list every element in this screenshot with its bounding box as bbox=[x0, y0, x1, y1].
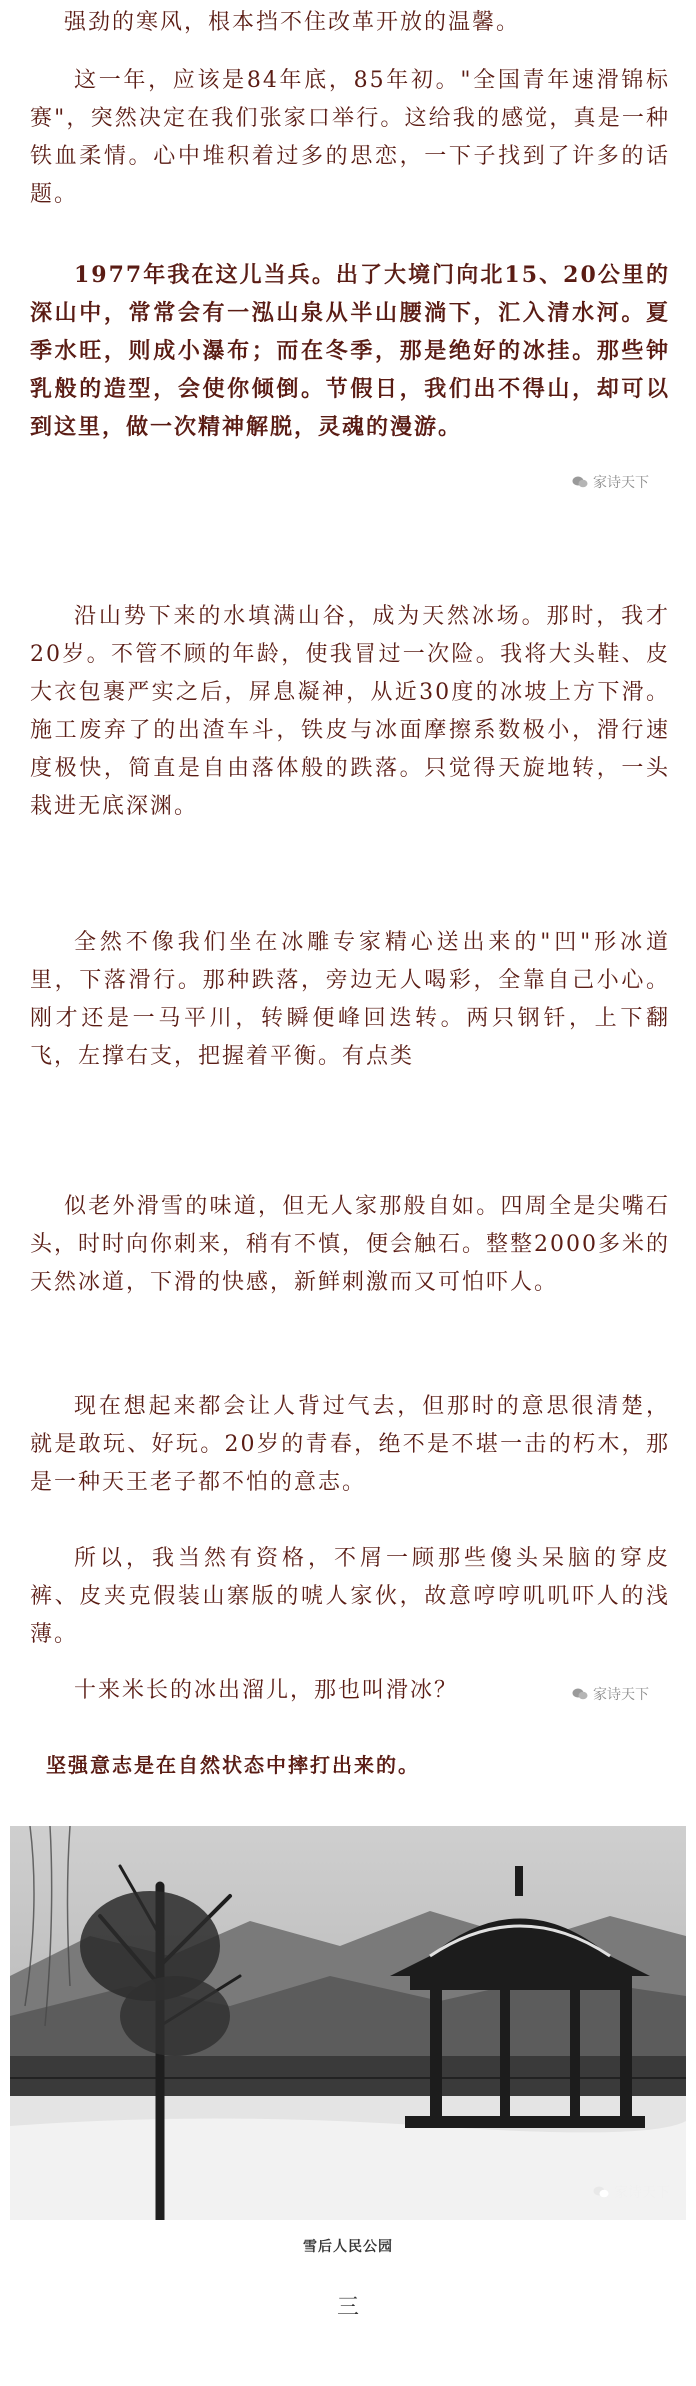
wechat-icon bbox=[572, 1687, 588, 1701]
photo-caption: 雪后人民公园 bbox=[303, 2239, 393, 2255]
watermark bbox=[572, 472, 649, 492]
section-number: 三 bbox=[336, 2295, 359, 2320]
wechat-icon bbox=[593, 2185, 609, 2199]
watermark-text: 家诗天下 bbox=[593, 1687, 649, 1703]
wechat-icon bbox=[572, 475, 588, 489]
paragraph-4: 全然不像我们坐在冰雕专家精心送出来的"凹"形冰道里，下落滑行。那种跌落，旁边无人喝彩，全靠自己小心。刚才还是一马平川，转瞬便峰回迭转。两只钢钎，上下翻飞，左撑右支，把握着平衡。有点类 bbox=[30, 930, 670, 1069]
park-snow-photo bbox=[10, 1826, 686, 2220]
watermark bbox=[572, 1684, 649, 1704]
paragraph-5: 似老外滑雪的味道，但无人家那般自如。四周全是尖嘴石头，时时向你刺来，稍有不慎，便会触石。整整2000多米的天然冰道，下滑的快感，新鲜刺激而又可怕吓人。 bbox=[30, 1194, 670, 1295]
paragraph-3: 沿山势下来的水填满山谷，成为天然冰场。那时，我才20岁。不管不顾的年龄，使我冒过一次险。我将大头鞋、皮大衣包裹严实之后，屏息凝神，从近30度的冰坡上方下滑。施工废弃了的出渣车斗，铁皮与冰面摩擦系数极小，滑行速度极快，简直是自由落体般的跌落。只觉得天旋地转，一头栽进无底深渊。 bbox=[30, 604, 670, 819]
paragraph-8: 十来米长的冰出溜儿，那也叫滑冰？ bbox=[74, 1678, 459, 1703]
paragraph-7: 所以，我当然有资格，不屑一顾那些傻头呆脑的穿皮裤、皮夹克假装山寨版的唬人家伙，故意哼哼叽叽吓人的浅薄。 bbox=[30, 1546, 670, 1647]
paragraph-intro: 强劲的寒风，根本挡不住改革开放的温馨。 bbox=[64, 10, 521, 35]
watermark bbox=[593, 2182, 670, 2202]
paragraph-6: 现在想起来都会让人背过气去，但那时的意思很清楚，就是敢玩、好玩。20岁的青春，绝不是不堪一击的朽木，那是一种天王老子都不怕的意志。 bbox=[30, 1394, 670, 1495]
watermark-text: 家诗天下 bbox=[593, 475, 649, 491]
paragraph-9: 坚强意志是在自然状态中摔打出来的。 bbox=[46, 1753, 420, 1777]
watermark-text: 家诗天下 bbox=[614, 2185, 670, 2201]
historic-photo bbox=[10, 1826, 686, 2220]
paragraph-2: 1977年我在这儿当兵。出了大境门向北15、20公里的深山中，常常会有一泓山泉从半山腰淌下，汇入清水河。夏季水旺，则成小瀑布；而在冬季，那是绝好的冰挂。那些钟乳般的造型，会使你倾倒。节假日，我们出不得山，却可以到这里，做一次精神解脱，灵魂的漫游。 bbox=[30, 262, 670, 440]
paragraph-1: 这一年，应该是84年底，85年初。"全国青年速滑锦标赛"，突然决定在我们张家口举行。这给我的感觉，真是一种铁血柔情。心中堆积着过多的思恋，一下子找到了许多的话题。 bbox=[30, 68, 670, 207]
